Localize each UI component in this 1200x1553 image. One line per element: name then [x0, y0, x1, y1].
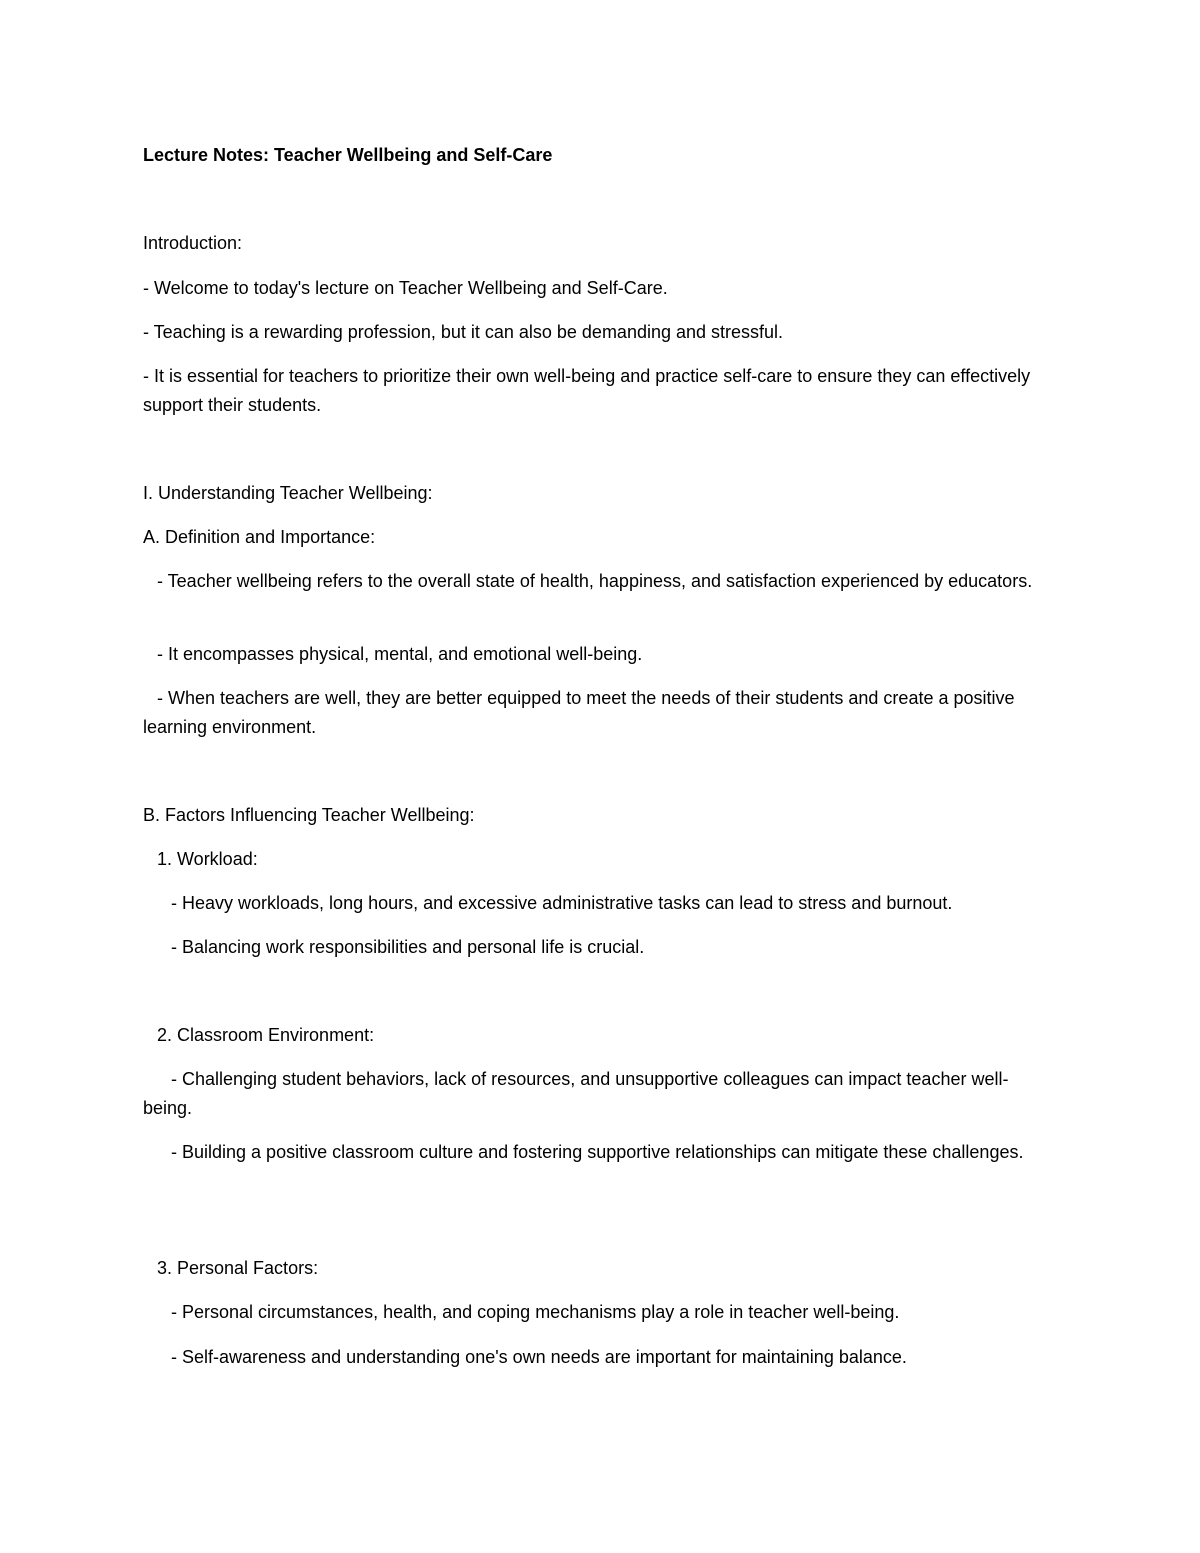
factor-workload-heading: 1. Workload: [157, 849, 258, 869]
intro-item-essential: - It is essential for teachers to prioritize their own well-being and practice self-care to ensure they can effectively support their students. [143, 366, 1031, 415]
intro-item-welcome: - Welcome to today's lecture on Teacher Wellbeing and Self-Care. [143, 278, 668, 298]
section-1b-heading: B. Factors Influencing Teacher Wellbeing: [143, 805, 475, 825]
factor-workload-item-balancing: - Balancing work responsibilities and personal life is crucial. [171, 937, 645, 957]
section-1a-item-better-equipped: - When teachers are well, they are better equipped to meet the needs of their students and create a positive learning environment. [143, 688, 1015, 737]
factor-personal-heading: 3. Personal Factors: [157, 1258, 319, 1278]
factor-classroom-item-building: - Building a positive classroom culture and fostering supportive relationships can mitigate these challenges. [171, 1142, 1024, 1162]
factor-classroom-heading: 2. Classroom Environment: [157, 1025, 375, 1045]
section-1-heading: I. Understanding Teacher Wellbeing: [143, 483, 433, 503]
introduction-heading: Introduction: [143, 233, 243, 253]
intro-item-teaching: - Teaching is a rewarding profession, but it can also be demanding and stressful. [143, 322, 784, 342]
factor-personal-item-circumstances: - Personal circumstances, health, and coping mechanisms play a role in teacher well-being. [171, 1302, 900, 1322]
section-1a-item-encompasses: - It encompasses physical, mental, and emotional well-being. [157, 644, 643, 664]
document-title: Lecture Notes: Teacher Wellbeing and Self-Care [143, 145, 553, 165]
factor-workload-item-heavy: - Heavy workloads, long hours, and excessive administrative tasks can lead to stress and burnout. [171, 893, 953, 913]
section-1a-item-definition: - Teacher wellbeing refers to the overall state of health, happiness, and satisfaction experienced by educators. [157, 571, 1033, 591]
factor-classroom-item-challenging: - Challenging student behaviors, lack of resources, and unsupportive colleagues can impact teacher well-being. [143, 1069, 1009, 1118]
section-1a-heading: A. Definition and Importance: [143, 527, 376, 547]
factor-personal-item-self-awareness: - Self-awareness and understanding one's own needs are important for maintaining balance. [171, 1347, 907, 1367]
